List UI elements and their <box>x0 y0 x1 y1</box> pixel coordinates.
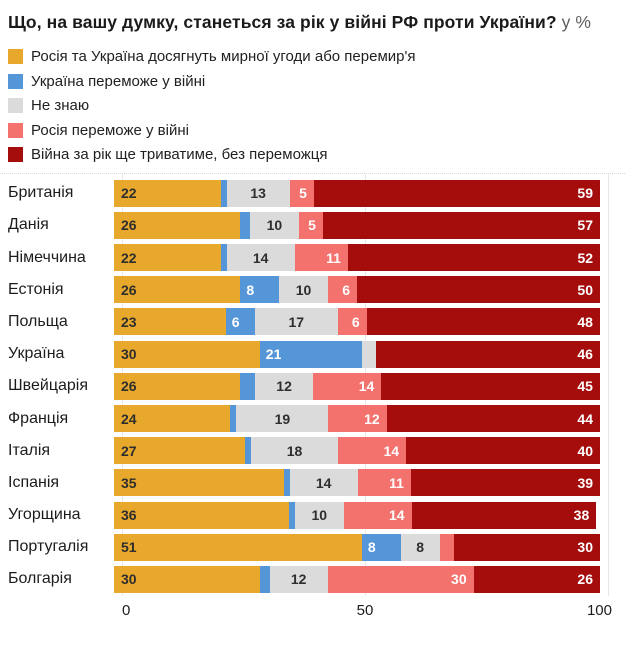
country-label: Німеччина <box>8 248 86 266</box>
bar-value-label: 46 <box>577 346 593 363</box>
bar-segment-ukraine-wins <box>260 566 270 593</box>
country-label: Іспанія <box>8 473 60 491</box>
bar-value-label: 5 <box>308 217 316 234</box>
bar-segment-dont-know <box>295 502 344 529</box>
bar-value-label: 14 <box>315 474 332 491</box>
bar-value-label: 5 <box>299 185 307 202</box>
chart-row <box>0 563 625 595</box>
bar-value-label: 10 <box>311 507 328 524</box>
bar-value-label: 10 <box>266 217 283 234</box>
bar-value-label: 8 <box>416 539 425 556</box>
bar-value-label: 11 <box>326 249 341 266</box>
bar-value-label: 44 <box>577 410 593 427</box>
stacked-bar-chart <box>0 173 625 623</box>
legend-item-russia-wins <box>8 122 625 139</box>
chart-title-units: у % <box>561 12 592 32</box>
bar-track <box>114 373 600 400</box>
bar-segment-peace-deal <box>114 341 260 368</box>
bar-track <box>114 534 600 561</box>
bar-segment-peace-deal <box>114 244 221 271</box>
bar-value-label: 22 <box>121 185 137 202</box>
bar-value-label: 30 <box>121 571 137 588</box>
bar-value-label: 21 <box>265 346 282 363</box>
bar-value-label: 30 <box>451 571 467 588</box>
bar-segment-dont-know <box>227 244 295 271</box>
country-label: Естонія <box>8 280 64 298</box>
bar-segment-peace-deal <box>114 469 284 496</box>
bar-segment-ukraine-wins <box>240 373 255 400</box>
bar-segment-war-continues <box>381 373 600 400</box>
bar-segment-russia-wins <box>338 308 367 335</box>
bar-value-label: 57 <box>577 217 593 234</box>
country-label: Болгарія <box>8 570 72 588</box>
bar-value-label: 12 <box>276 378 292 395</box>
bar-segment-russia-wins <box>338 437 406 464</box>
country-label: Україна <box>8 345 65 363</box>
country-label: Угорщина <box>8 506 81 524</box>
bar-segment-ukraine-wins <box>362 534 401 561</box>
bar-track <box>114 180 600 207</box>
bar-segment-war-continues <box>412 502 597 529</box>
legend-swatch-peace-deal <box>8 49 23 64</box>
bar-segment-dont-know <box>250 212 299 239</box>
bar-segment-russia-wins <box>440 534 455 561</box>
bar-value-label: 45 <box>577 378 593 395</box>
chart-title <box>0 8 625 34</box>
bar-segment-peace-deal <box>114 405 230 432</box>
bar-segment-war-continues <box>387 405 600 432</box>
bar-value-label: 52 <box>577 249 594 266</box>
chart-row <box>0 209 625 241</box>
bar-segment-dont-know <box>290 469 358 496</box>
bar-value-label: 39 <box>577 474 594 491</box>
bar-segment-war-continues <box>367 308 600 335</box>
bar-segment-dont-know <box>227 180 290 207</box>
legend-item-peace-deal <box>8 48 625 65</box>
bar-value-label: 26 <box>121 281 137 298</box>
bar-segment-peace-deal <box>114 180 221 207</box>
bar-segment-war-continues <box>357 276 600 303</box>
chart-row <box>0 531 625 563</box>
bar-segment-russia-wins <box>328 276 357 303</box>
bar-segment-war-continues <box>474 566 600 593</box>
bar-segment-peace-deal <box>114 276 240 303</box>
bar-value-label: 30 <box>577 539 593 556</box>
bar-segment-dont-know <box>236 405 328 432</box>
bar-value-label: 11 <box>389 474 404 491</box>
legend-item-dont-know <box>8 97 625 114</box>
country-label: Данія <box>8 216 49 234</box>
bar-value-label: 24 <box>121 410 137 427</box>
bar-value-label: 51 <box>121 539 137 556</box>
bar-segment-dont-know <box>279 276 328 303</box>
bar-segment-ukraine-wins <box>240 212 250 239</box>
x-axis <box>122 600 612 624</box>
legend-label: Не знаю <box>31 97 90 115</box>
bar-segment-russia-wins <box>313 373 381 400</box>
country-label: Британія <box>8 184 74 202</box>
legend-item-war-continues <box>8 146 625 163</box>
country-label: Польща <box>8 312 68 330</box>
country-label: Швейцарія <box>8 377 88 395</box>
legend-swatch-russia-wins <box>8 123 23 138</box>
bar-value-label: 36 <box>121 507 137 524</box>
bar-value-label: 26 <box>121 378 137 395</box>
bar-segment-russia-wins <box>328 405 386 432</box>
bar-segment-peace-deal <box>114 212 240 239</box>
bar-segment-dont-know <box>251 437 338 464</box>
bar-value-label: 12 <box>290 571 307 588</box>
chart-row <box>0 338 625 370</box>
bar-value-label: 14 <box>252 249 269 266</box>
legend-item-ukraine-wins <box>8 73 625 90</box>
bar-value-label: 17 <box>288 313 305 330</box>
bar-value-label: 8 <box>246 281 255 298</box>
bar-segment-ukraine-wins <box>260 341 362 368</box>
chart-row <box>0 435 625 467</box>
bar-segment-ukraine-wins <box>226 308 255 335</box>
bar-segment-russia-wins <box>290 180 314 207</box>
bar-value-label: 14 <box>389 507 405 524</box>
bar-value-label: 40 <box>577 442 594 459</box>
bar-value-label: 59 <box>577 185 593 202</box>
bar-track <box>114 308 600 335</box>
bar-segment-peace-deal <box>114 373 240 400</box>
bar-track <box>114 502 600 529</box>
legend <box>8 48 625 163</box>
country-label: Франція <box>8 409 69 427</box>
bar-segment-russia-wins <box>328 566 474 593</box>
bar-value-label: 35 <box>121 474 137 491</box>
chart-row <box>0 402 625 434</box>
legend-label: Україна переможе у війні <box>31 72 206 90</box>
bar-track <box>114 437 600 464</box>
bar-segment-war-continues <box>411 469 600 496</box>
bar-segment-war-continues <box>376 341 600 368</box>
legend-swatch-dont-know <box>8 98 23 113</box>
bar-segment-peace-deal <box>114 534 362 561</box>
bar-segment-war-continues <box>348 244 600 271</box>
bar-segment-war-continues <box>323 212 600 239</box>
bar-segment-peace-deal <box>114 437 245 464</box>
bar-value-label: 8 <box>367 539 376 556</box>
chart-row <box>0 370 625 402</box>
legend-label: Росія та Україна досягнуть мирної угоди або перемир'я <box>31 48 416 66</box>
bar-segment-russia-wins <box>295 244 348 271</box>
legend-label: Росія переможе у війні <box>31 121 189 139</box>
bar-value-label: 6 <box>231 313 240 330</box>
bar-segment-war-continues <box>314 180 600 207</box>
bar-segment-dont-know <box>270 566 328 593</box>
x-axis-tick-50: 50 <box>356 601 374 619</box>
bar-value-label: 14 <box>358 378 375 395</box>
chart-row <box>0 467 625 499</box>
bar-value-label: 26 <box>121 217 137 234</box>
bar-track <box>114 212 600 239</box>
chart-title-main: Що, на вашу думку, станеться за рік у війні РФ проти України? <box>8 12 557 32</box>
bar-segment-ukraine-wins <box>240 276 279 303</box>
bar-value-label: 12 <box>364 410 380 427</box>
chart-row <box>0 306 625 338</box>
bar-value-label: 14 <box>383 442 400 459</box>
bar-segment-dont-know <box>362 341 377 368</box>
bar-track <box>114 469 600 496</box>
legend-swatch-ukraine-wins <box>8 74 23 89</box>
chart-rows <box>0 173 625 595</box>
bar-segment-peace-deal <box>114 308 226 335</box>
bar-value-label: 50 <box>577 281 593 298</box>
bar-track <box>114 341 600 368</box>
bar-segment-dont-know <box>255 373 313 400</box>
bar-value-label: 19 <box>274 410 291 427</box>
bar-value-label: 38 <box>573 507 590 524</box>
x-axis-tick-100: 100 <box>586 601 612 619</box>
bar-value-label: 18 <box>286 442 303 459</box>
x-axis-tick-0: 0 <box>122 601 131 619</box>
bar-value-label: 6 <box>351 313 360 330</box>
bar-value-label: 10 <box>295 281 312 298</box>
chart-row <box>0 499 625 531</box>
bar-track <box>114 244 600 271</box>
bar-segment-dont-know <box>401 534 440 561</box>
chart-row <box>0 177 625 209</box>
bar-track <box>114 566 600 593</box>
chart-row <box>0 242 625 274</box>
bar-value-label: 22 <box>121 249 137 266</box>
bar-segment-russia-wins <box>344 502 412 529</box>
bar-segment-peace-deal <box>114 566 260 593</box>
chart-row <box>0 274 625 306</box>
bar-segment-war-continues <box>454 534 600 561</box>
bar-segment-russia-wins <box>358 469 411 496</box>
bar-value-label: 13 <box>250 185 266 202</box>
legend-swatch-war-continues <box>8 147 23 162</box>
bar-segment-russia-wins <box>299 212 323 239</box>
bar-value-label: 26 <box>577 571 593 588</box>
bar-value-label: 48 <box>577 313 593 330</box>
country-label: Італія <box>8 441 51 459</box>
bar-segment-war-continues <box>406 437 600 464</box>
bar-track <box>114 405 600 432</box>
legend-label: Війна за рік ще триватиме, без переможця <box>31 146 328 164</box>
bar-segment-peace-deal <box>114 502 289 529</box>
country-label: Португалія <box>8 538 89 556</box>
bar-value-label: 23 <box>121 313 137 330</box>
bar-value-label: 27 <box>121 442 137 459</box>
bar-segment-dont-know <box>255 308 338 335</box>
bar-value-label: 30 <box>121 346 137 363</box>
bar-track <box>114 276 600 303</box>
bar-value-label: 6 <box>342 281 350 298</box>
